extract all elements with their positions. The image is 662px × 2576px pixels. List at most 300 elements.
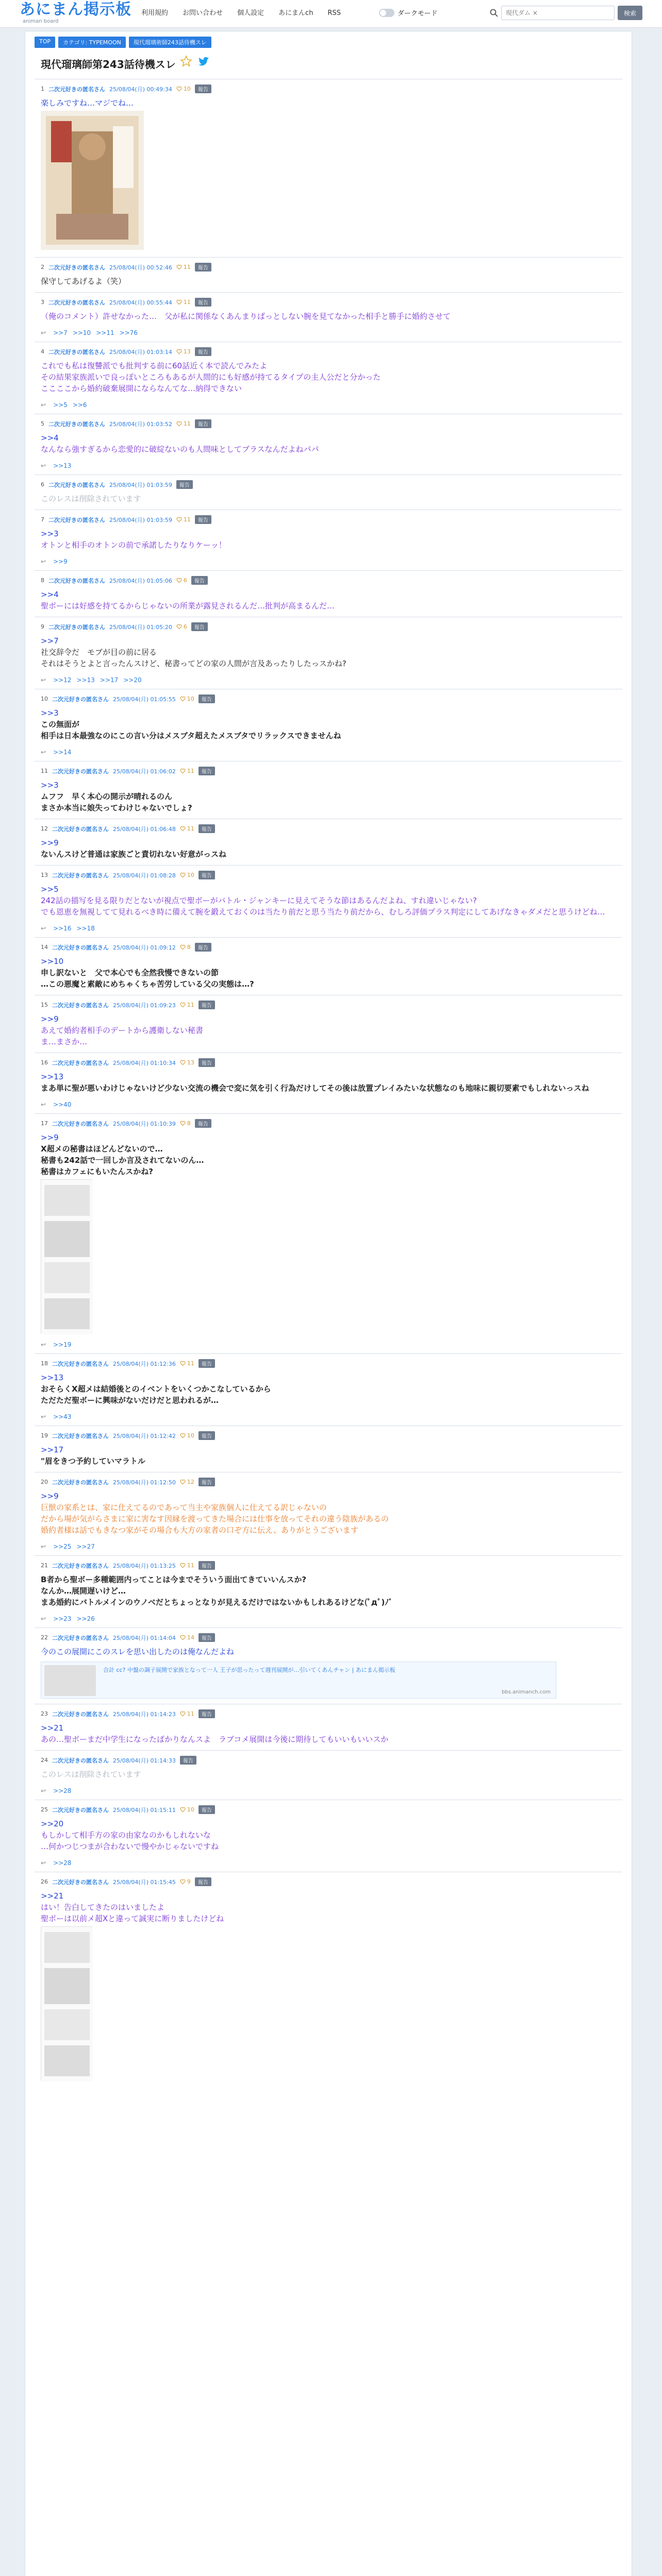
- post-header: [41, 1805, 616, 1814]
- report-button[interactable]: 報告: [198, 1561, 215, 1570]
- post-text-line[interactable]: >>13: [41, 1373, 64, 1382]
- like-count-value: 11: [187, 768, 194, 774]
- report-button[interactable]: 報告: [180, 1756, 196, 1765]
- like-count-value: 11: [183, 264, 191, 270]
- report-button[interactable]: 報告: [191, 576, 208, 585]
- link-preview-card[interactable]: [41, 1662, 556, 1699]
- post: [35, 1053, 622, 1113]
- post-text-line: これでも私は復讐派でも批判する前に60話近く本で読んでみたよ: [41, 361, 268, 370]
- post: [35, 1113, 622, 1353]
- post-body: [41, 311, 616, 322]
- post-body: [41, 493, 616, 504]
- post-number[interactable]: 6: [41, 481, 44, 488]
- breadcrumb-thread[interactable]: 現代瑠璃術師243話待機スレ: [129, 37, 211, 48]
- post-body: [41, 884, 616, 918]
- post-number[interactable]: 11: [41, 768, 48, 774]
- reply-anchor-link[interactable]: >>23: [53, 1615, 72, 1622]
- post-number[interactable]: 21: [41, 1562, 48, 1569]
- heart-icon: [176, 578, 182, 583]
- nav-animanch[interactable]: あにまんch: [278, 9, 313, 17]
- like-count[interactable]: [180, 1710, 194, 1717]
- post-text-line[interactable]: >>3: [41, 781, 59, 790]
- post: [35, 510, 622, 570]
- post-number[interactable]: 24: [41, 1757, 48, 1764]
- post-number[interactable]: 22: [41, 1634, 48, 1641]
- heart-icon: [176, 264, 182, 270]
- heart-icon: [180, 1121, 186, 1126]
- post-header: [41, 263, 616, 272]
- post-number[interactable]: 19: [41, 1432, 48, 1439]
- post-text-line: あえて婚約者相手のデートから護衛しない秘書: [41, 1026, 204, 1035]
- post-number[interactable]: 5: [41, 420, 44, 427]
- like-count-value: 10: [187, 1432, 194, 1439]
- reply-icon[interactable]: ↩: [41, 1341, 46, 1348]
- like-count[interactable]: [176, 623, 187, 630]
- reply-anchor-link[interactable]: >>25: [53, 1543, 72, 1550]
- heart-icon: [180, 1879, 186, 1885]
- reply-anchor-link[interactable]: >>13: [53, 462, 72, 469]
- like-count-value: 11: [183, 420, 191, 427]
- post-text-line: それはそうとよと言ったんスけど、秘書ってどの家の人間が言及あったりしたっスかね?: [41, 659, 346, 668]
- post-number[interactable]: 9: [41, 623, 44, 630]
- heart-icon: [180, 1635, 186, 1640]
- like-count[interactable]: [176, 264, 191, 270]
- like-count[interactable]: [180, 1562, 194, 1569]
- post-text-line: ただただ聖ボーに興味がないだけだと思われるが…: [41, 1396, 219, 1405]
- post-number[interactable]: 7: [41, 516, 44, 523]
- report-button[interactable]: 報告: [195, 263, 211, 272]
- reply-anchor-link[interactable]: >>43: [53, 1413, 72, 1420]
- post-header: [41, 694, 616, 703]
- like-count[interactable]: [176, 299, 191, 306]
- attached-image[interactable]: [41, 1926, 92, 2081]
- like-count[interactable]: [180, 1634, 194, 1641]
- report-button[interactable]: 報告: [195, 1119, 211, 1128]
- like-count-value: 10: [183, 86, 191, 92]
- report-button[interactable]: 報告: [191, 622, 208, 631]
- post-text-line[interactable]: >>4: [41, 433, 59, 443]
- heart-icon: [180, 1807, 186, 1812]
- reply-anchors: [41, 1413, 616, 1420]
- like-count-value: 8: [187, 1120, 191, 1127]
- post-text-line: …何かつじつまが合わないで慢やかじゃないですね: [41, 1842, 219, 1851]
- breadcrumb: [35, 37, 211, 48]
- like-count[interactable]: [176, 86, 191, 92]
- post-text-line: ま…まさか…: [41, 1037, 88, 1046]
- post-author: 二次元好きの匿名さん: [48, 299, 105, 306]
- post-author: 二次元好きの匿名さん: [52, 872, 109, 879]
- post-number[interactable]: 16: [41, 1059, 48, 1066]
- reply-anchor-link[interactable]: >>40: [53, 1101, 72, 1108]
- dark-mode-label: ダークモード: [398, 10, 438, 18]
- post-date: 25/08/04(月) 01:03:52: [109, 420, 172, 428]
- like-count[interactable]: [180, 768, 194, 774]
- post-date: 25/08/04(月) 01:15:11: [113, 1806, 176, 1814]
- star-icon[interactable]: [180, 55, 192, 70]
- reply-anchor-link[interactable]: >>28: [53, 1787, 72, 1794]
- reply-anchors: [41, 329, 616, 336]
- post-header: [41, 576, 616, 585]
- post-text-line: …この悪魔と素敵にめちゃくちゃ苦労している父の実態は…?: [41, 979, 254, 989]
- post-body: [41, 707, 616, 741]
- post-author: 二次元好きの匿名さん: [48, 481, 105, 488]
- reply-icon[interactable]: ↩: [41, 1859, 46, 1867]
- post-body: [41, 779, 616, 814]
- reply-icon[interactable]: ↩: [41, 749, 46, 756]
- like-count[interactable]: [180, 872, 194, 878]
- post-header: [41, 480, 616, 489]
- reply-anchor-link[interactable]: >>12: [53, 676, 72, 684]
- post-header: [41, 943, 616, 952]
- title-actions: [180, 55, 210, 70]
- post-text-line: （俺のコメント）許せなかった… 父が私に関係なくあんまりぱっとしない腕を見てなかった相手と勝手に婚約させて: [41, 312, 451, 321]
- like-count-value: 11: [187, 1710, 194, 1717]
- reply-icon[interactable]: ↩: [41, 558, 46, 565]
- like-count[interactable]: [176, 577, 187, 584]
- post-author: 二次元好きの匿名さん: [52, 1757, 109, 1764]
- post: [35, 1750, 622, 1800]
- like-count[interactable]: [180, 696, 194, 702]
- logo-subtext: animan board: [23, 19, 59, 24]
- like-count-value: 13: [183, 348, 191, 355]
- post: [35, 1426, 622, 1472]
- reply-anchor-link[interactable]: >>16: [53, 925, 72, 932]
- post-header: [41, 871, 616, 879]
- reply-anchor-link[interactable]: >>17: [100, 676, 119, 684]
- post-header: [41, 1633, 616, 1642]
- post-number[interactable]: 3: [41, 299, 44, 306]
- reply-anchor-link[interactable]: >>19: [53, 1341, 72, 1348]
- post-text-line[interactable]: >>10: [41, 957, 64, 966]
- post: [35, 689, 622, 761]
- post: [35, 1353, 622, 1426]
- post-author: 二次元好きの匿名さん: [52, 1634, 109, 1641]
- post-date: 25/08/04(月) 01:05:55: [113, 696, 176, 703]
- like-count[interactable]: [180, 1479, 194, 1485]
- nav-rss[interactable]: RSS: [327, 9, 341, 17]
- main-content: [25, 31, 632, 2576]
- post-body: [41, 1722, 616, 1745]
- reply-anchor-link[interactable]: >>10: [72, 329, 91, 336]
- post-author: 二次元好きの匿名さん: [52, 1432, 109, 1439]
- heart-icon: [176, 624, 182, 630]
- post-text-line[interactable]: >>3: [41, 529, 59, 538]
- post-body: [41, 1646, 616, 1657]
- post-author: 二次元好きの匿名さん: [52, 696, 109, 703]
- post-text-line: ここここから婚約破棄展開にならなんてな…納得できない: [41, 384, 242, 393]
- nav-settings[interactable]: 個人設定: [237, 9, 264, 17]
- toggle-knob: [380, 10, 386, 16]
- post-date: 25/08/04(月) 01:06:02: [113, 768, 176, 775]
- post-number[interactable]: 18: [41, 1360, 48, 1367]
- post-date: 25/08/04(月) 01:12:36: [113, 1360, 176, 1367]
- post-text-line[interactable]: >>9: [41, 838, 59, 848]
- reply-anchor-link[interactable]: >>11: [96, 329, 114, 336]
- post-author: 二次元好きの匿名さん: [48, 577, 105, 584]
- post-text-line: まさか本当に娘失ってわけじゃないでしょ?: [41, 803, 192, 812]
- post-author: 二次元好きの匿名さん: [52, 944, 109, 951]
- reply-icon[interactable]: ↩: [41, 1615, 46, 1622]
- like-count-value: 10: [187, 872, 194, 878]
- heart-icon: [180, 768, 186, 774]
- post-text-line: なんなら強すぎるから恋愛的に破綻ないのも人間味としてプラスなんだよねパパ: [41, 445, 319, 454]
- post-author: 二次元好きの匿名さん: [52, 1360, 109, 1367]
- post-author: 二次元好きの匿名さん: [52, 1059, 109, 1066]
- like-count[interactable]: [180, 825, 194, 832]
- post-header: [41, 84, 616, 93]
- report-button[interactable]: 報告: [195, 84, 211, 93]
- report-button[interactable]: 報告: [195, 515, 211, 524]
- post-body: [41, 276, 616, 287]
- reply-anchor-link[interactable]: >>76: [119, 329, 138, 336]
- reply-anchors: [41, 558, 616, 565]
- post-text-line[interactable]: >>17: [41, 1445, 64, 1454]
- logo-text: あにまん掲示板: [20, 1, 131, 19]
- report-button[interactable]: 報告: [198, 1633, 215, 1642]
- post-number[interactable]: 12: [41, 825, 48, 832]
- reply-anchor-link[interactable]: >>14: [53, 749, 72, 756]
- post-date: 25/08/04(月) 00:49:34: [109, 86, 172, 93]
- like-count[interactable]: [180, 1806, 194, 1813]
- post-body: [41, 589, 616, 612]
- post-text-line: 巨獣の家系とは、家に仕えてるのであって当主や家族個人に仕えてる訳じゃないの: [41, 1503, 327, 1512]
- like-count-value: 11: [187, 1002, 194, 1008]
- post-author: 二次元好きの匿名さん: [52, 1479, 109, 1486]
- like-count[interactable]: [180, 1360, 194, 1367]
- post-number[interactable]: 8: [41, 577, 44, 584]
- post-text-line[interactable]: >>13: [41, 1072, 64, 1081]
- reply-anchor-link[interactable]: >>26: [76, 1615, 95, 1622]
- like-count-value: 8: [187, 944, 191, 951]
- report-button[interactable]: 報告: [198, 694, 215, 703]
- post-header: [41, 1119, 616, 1128]
- post-text-line: なんか…展開遅いけど…: [41, 1586, 126, 1596]
- post-text-line: 婚約者様は話でもきなつ家がその場合も大方の家者の口ぞ方に伝え、ありがとうございます: [41, 1526, 358, 1535]
- post-number[interactable]: 15: [41, 1002, 48, 1008]
- reply-anchor-link[interactable]: >>27: [76, 1543, 95, 1550]
- post-text-line: このレスは削除されています: [41, 494, 141, 503]
- post-text-line[interactable]: >>9: [41, 1133, 59, 1142]
- post: [35, 292, 622, 342]
- reply-icon[interactable]: ↩: [41, 401, 46, 409]
- post: [35, 1628, 622, 1704]
- post-body: [41, 360, 616, 394]
- like-count[interactable]: [180, 1120, 191, 1127]
- like-count[interactable]: [176, 348, 191, 355]
- like-count[interactable]: [180, 1002, 194, 1008]
- post-body: [41, 1132, 616, 1177]
- post-text-line[interactable]: >>3: [41, 708, 59, 718]
- post-body: [41, 956, 616, 990]
- search-input[interactable]: [501, 6, 615, 20]
- reply-anchor-link[interactable]: >>7: [53, 329, 68, 336]
- reply-icon[interactable]: ↩: [41, 1543, 46, 1550]
- like-count[interactable]: [176, 420, 191, 427]
- post-author: 二次元好きの匿名さん: [52, 768, 109, 775]
- post-text-line[interactable]: >>4: [41, 590, 59, 599]
- post-number[interactable]: 20: [41, 1479, 48, 1485]
- reply-icon[interactable]: ↩: [41, 1787, 46, 1794]
- post-number[interactable]: 10: [41, 696, 48, 702]
- heart-icon: [176, 421, 182, 427]
- attached-image[interactable]: [41, 111, 144, 250]
- post-number[interactable]: 4: [41, 348, 44, 355]
- report-button[interactable]: 報告: [198, 767, 215, 775]
- like-count[interactable]: [180, 944, 191, 951]
- dark-mode-toggle[interactable]: [379, 8, 437, 18]
- post-text-line: その結果家族派いで良っぽいところもあるが人間的にも好感が持てるタイプの主人公だと分かった: [41, 372, 381, 382]
- post-date: 25/08/04(月) 00:55:44: [109, 299, 172, 306]
- reply-anchors: [41, 401, 616, 409]
- reply-icon[interactable]: ↩: [41, 1413, 46, 1420]
- like-count[interactable]: [180, 1432, 194, 1439]
- post-text-line[interactable]: >>9: [41, 1014, 59, 1024]
- report-button[interactable]: 報告: [198, 1359, 215, 1368]
- post-header: [41, 298, 616, 307]
- post-body: [41, 1769, 616, 1780]
- twitter-icon[interactable]: [197, 55, 210, 70]
- link-preview-domain: bbs.animanch.com: [502, 1689, 551, 1695]
- report-button[interactable]: 報告: [176, 480, 193, 489]
- post-text-line: 申し訳ないと 父で本心でも全然我慢できないの節: [41, 968, 219, 977]
- breadcrumb-category[interactable]: カテゴリ: TYPEMOON: [58, 37, 126, 48]
- search-button[interactable]: 検索: [618, 6, 642, 20]
- post-author: 二次元好きの匿名さん: [52, 1878, 109, 1886]
- report-button[interactable]: 報告: [195, 298, 211, 307]
- like-count[interactable]: [180, 1878, 191, 1885]
- post-text-line[interactable]: >>9: [41, 1492, 59, 1501]
- post-body: [41, 1890, 616, 1924]
- post-text-line: 相手は日本最強なのにこの言い分はメスブタ超えたメスブタでリラックスできませんね: [41, 731, 341, 740]
- report-button[interactable]: 報告: [198, 871, 215, 879]
- post-text-line: でも恩恵を無視してて見れるべき時に備えて腕を鍛えておくのは当たり前だと思う当たり前だから、むしろ評価プラス判定にしてあげなきゃダメだと思うけどね…: [41, 907, 605, 917]
- post-author: 二次元好きの匿名さん: [48, 623, 105, 631]
- heart-icon: [180, 826, 186, 832]
- link-preview-title: 合計 cc? 中盤の調子展開で家族となって一人 王子が思ったって週刊展開が…引いてくあんチャン | あにまん掲示板: [103, 1667, 395, 1673]
- post-header: [41, 1877, 616, 1886]
- reply-anchor-link[interactable]: >>28: [53, 1859, 72, 1867]
- breadcrumb-top[interactable]: TOP: [35, 37, 55, 48]
- link-preview-thumbnail: [44, 1665, 96, 1696]
- nav-terms[interactable]: 利用規約: [141, 9, 169, 17]
- post-number[interactable]: 23: [41, 1710, 48, 1717]
- post-header: [41, 1431, 616, 1440]
- post-header: [41, 515, 616, 524]
- like-count[interactable]: [176, 516, 191, 523]
- reply-anchor-link[interactable]: >>5: [53, 401, 68, 409]
- heart-icon: [180, 696, 186, 702]
- reply-icon[interactable]: ↩: [41, 925, 46, 932]
- post-header: [41, 1561, 616, 1570]
- reply-anchor-link[interactable]: >>18: [76, 925, 95, 932]
- report-button[interactable]: 報告: [198, 824, 215, 833]
- like-count-value: 10: [187, 696, 194, 702]
- post-text-line: はい！告白してきたのはいましたよ: [41, 1903, 165, 1912]
- report-button[interactable]: 報告: [198, 1058, 215, 1067]
- search-icon: [490, 9, 498, 17]
- like-count-value: 14: [187, 1634, 194, 1641]
- post-number[interactable]: 2: [41, 264, 44, 270]
- post-text-line: だから場が気がらさまに家に害なす因縁を渡ってきた場合には仕事を放ってそれの違う陰族があるの: [41, 1514, 389, 1523]
- post-text-line: 242話の描写を見る限りだとないが視点で聖ボーがバトル・ジャンキーに見えてそうな節はあるんだよね、すれ違いじゃない?: [41, 896, 477, 905]
- post: [35, 819, 622, 865]
- post-number[interactable]: 25: [41, 1806, 48, 1813]
- post-text-line[interactable]: >>7: [41, 636, 59, 646]
- attached-image[interactable]: [41, 1179, 92, 1334]
- report-button[interactable]: 報告: [195, 943, 211, 952]
- post-date: 25/08/04(月) 01:13:25: [113, 1562, 176, 1569]
- report-button[interactable]: 報告: [198, 1431, 215, 1440]
- reply-anchor-link[interactable]: >>9: [53, 558, 68, 565]
- reply-anchor-link[interactable]: >>20: [123, 676, 142, 684]
- post: [35, 937, 622, 995]
- post-number[interactable]: 14: [41, 944, 48, 951]
- post-text-line[interactable]: >>20: [41, 1819, 64, 1828]
- like-count[interactable]: [180, 1059, 194, 1066]
- post-date: 25/08/04(月) 01:05:20: [109, 623, 172, 631]
- post-date: 25/08/04(月) 01:03:59: [109, 481, 172, 488]
- heart-icon: [176, 86, 182, 92]
- reply-anchors: [41, 1859, 616, 1867]
- post-number[interactable]: 13: [41, 872, 48, 878]
- post-text-line[interactable]: >>5: [41, 885, 59, 894]
- reply-anchors: [41, 925, 616, 932]
- post-text-line[interactable]: >>21: [41, 1723, 64, 1733]
- post-body: [41, 635, 616, 669]
- post-date: 25/08/04(月) 01:05:06: [109, 577, 172, 584]
- report-button[interactable]: 報告: [195, 1877, 211, 1886]
- post-header: [41, 824, 616, 833]
- like-count-value: 11: [187, 1562, 194, 1569]
- page-title: 現代瑠璃師第243話待機スレ: [41, 58, 176, 71]
- like-count-value: 13: [187, 1059, 194, 1066]
- post-number[interactable]: 1: [41, 86, 44, 92]
- toggle-switch[interactable]: [379, 9, 394, 17]
- post-author: 二次元好きの匿名さん: [52, 1562, 109, 1569]
- site-logo[interactable]: [20, 1, 131, 25]
- reply-anchors: [41, 1615, 616, 1622]
- heart-icon: [180, 1433, 186, 1438]
- post-text-line: 聖ボーには好感を持てるからじゃないの所業が露見されるんだ…批判が高まるんだ…: [41, 601, 335, 611]
- post-text-line: 聖ボーは以前メ超Xと違って誠実に断りましたけどね: [41, 1914, 224, 1923]
- reply-anchor-link[interactable]: >>13: [76, 676, 95, 684]
- post-text-line[interactable]: >>21: [41, 1891, 64, 1901]
- report-button[interactable]: 報告: [198, 1805, 215, 1814]
- post: [35, 342, 622, 414]
- post-header: [41, 1756, 616, 1765]
- report-button[interactable]: 報告: [195, 347, 211, 356]
- post-number[interactable]: 17: [41, 1120, 48, 1127]
- post-text-line: あの…聖ボーまだ中学生になったばかりなんスよ ラブコメ展開は今後に期待してもいいもいいスか: [41, 1735, 389, 1744]
- post-text-line: "眉をきつ予約していマラトル: [41, 1456, 145, 1466]
- report-button[interactable]: 報告: [198, 1001, 215, 1009]
- post-text-line: まあ単に聖が悪いわけじゃないけど少ない交流の機会で変に気を引く行為だけしてその後は放置プレイみたいな状態なのも地味に親切要素でもしれないっスね: [41, 1083, 589, 1093]
- post-date: 25/08/04(月) 01:14:33: [113, 1757, 176, 1764]
- reply-icon[interactable]: ↩: [41, 1101, 46, 1108]
- report-button[interactable]: 報告: [198, 1709, 215, 1718]
- reply-anchor-link[interactable]: >>6: [72, 401, 87, 409]
- report-button[interactable]: 報告: [198, 1478, 215, 1486]
- reply-icon[interactable]: ↩: [41, 462, 46, 469]
- reply-icon[interactable]: ↩: [41, 329, 46, 336]
- post-number[interactable]: 26: [41, 1878, 48, 1885]
- nav-contact[interactable]: お問い合わせ: [183, 9, 223, 17]
- reply-icon[interactable]: ↩: [41, 676, 46, 684]
- heart-icon: [180, 1002, 186, 1008]
- top-nav: [134, 7, 348, 20]
- report-button[interactable]: 報告: [195, 419, 211, 428]
- post-author: 二次元好きの匿名さん: [52, 1002, 109, 1009]
